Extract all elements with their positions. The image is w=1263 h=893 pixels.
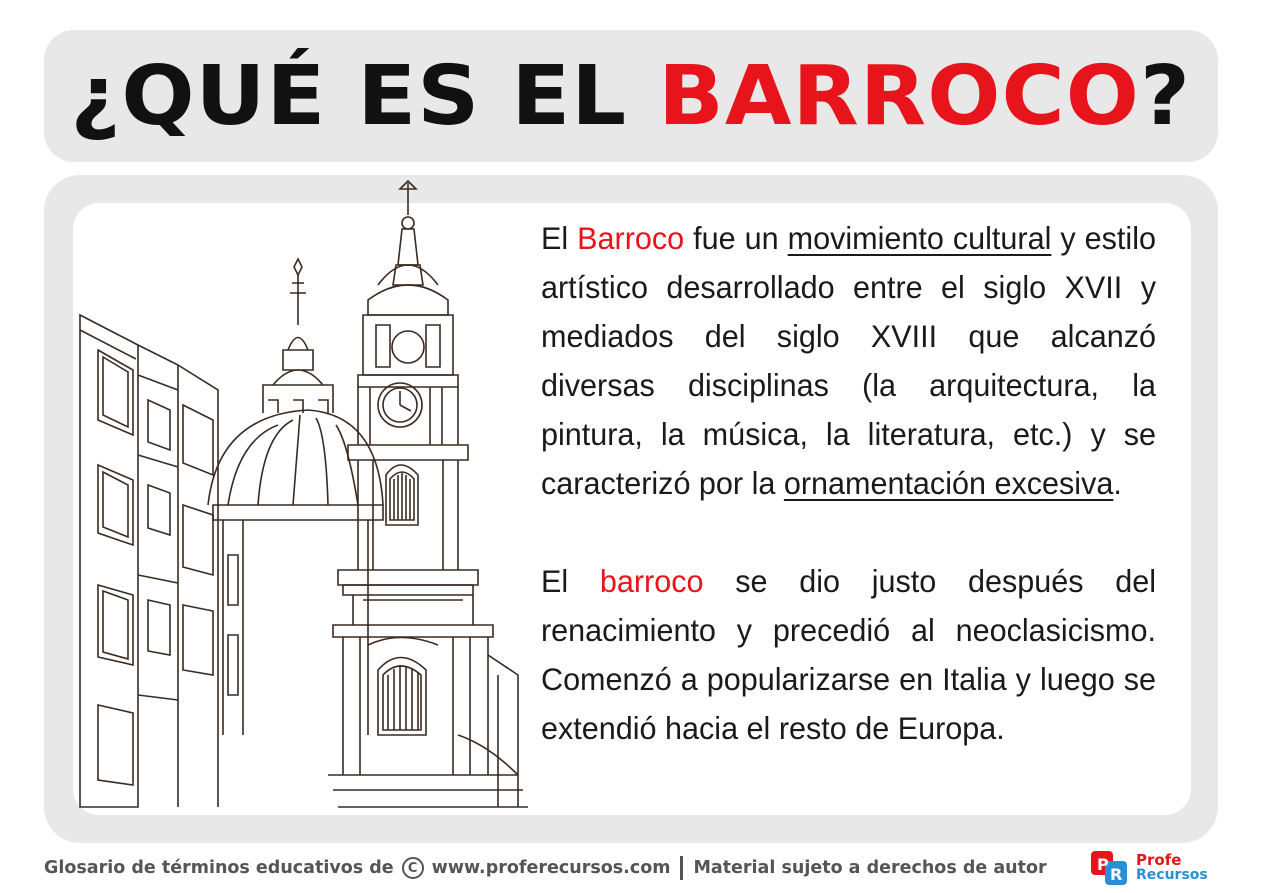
logo-mark-r: R: [1110, 865, 1123, 884]
page-title: [71, 49, 1192, 144]
footer-divider: [680, 856, 683, 880]
p1-text-4: .: [1113, 465, 1122, 501]
copyright-icon: C: [402, 857, 424, 879]
bell-tower: [328, 181, 528, 807]
logo-mark-p: P: [1097, 855, 1109, 874]
profe-recursos-logo-icon: [1090, 850, 1130, 886]
facade-left: [80, 315, 218, 807]
link-movimiento-cultural[interactable]: movimiento cultural: [787, 220, 1052, 256]
paragraph-definition: [541, 214, 1156, 508]
footer-notice: Material sujeto a derechos de autor: [693, 858, 1047, 878]
p2-text-1: El: [541, 563, 600, 599]
p1-term-barroco: Barroco: [577, 220, 685, 256]
p2-text-2: se dio justo después del renacimiento y precedió al neoclasicismo. Comenzó a popularizarse en Italia y luego se extendió hacia el resto de Europa.: [541, 563, 1156, 746]
p1-text-1: El: [541, 220, 578, 256]
title-highlight: BARROCO: [658, 48, 1141, 144]
dome: [208, 259, 383, 735]
link-ornamentacion-excesiva[interactable]: ornamentación excesiva: [783, 465, 1114, 501]
logo-line-1: Profe: [1136, 851, 1182, 869]
p1-text-3: y estilo artístico desarrollado entre el siglo XVII y mediados del siglo XVIII que alcanzó diversas disciplinas (la arquitectura, la pintura, la música, la literatura, etc.) y se caracterizó por la: [541, 220, 1156, 501]
logo-wordmark: [1136, 853, 1208, 883]
paragraph-history: [541, 557, 1156, 753]
title-suffix: ?: [1140, 48, 1192, 144]
baroque-church-illustration: [78, 175, 528, 815]
title-prefix: ¿QUÉ ES EL: [70, 48, 659, 144]
p1-text-2: fue un: [684, 220, 788, 256]
definition-text: [541, 214, 1156, 753]
footer-site-link[interactable]: www.proferecursos.com: [431, 858, 671, 878]
logo-line-2: Recursos: [1136, 867, 1208, 883]
footer-prefix: Glosario de términos educativos de: [44, 858, 394, 878]
footer: [44, 850, 1047, 886]
profe-recursos-logo[interactable]: [1090, 849, 1220, 887]
title-banner: [44, 30, 1218, 162]
p2-term-barroco: barroco: [599, 563, 704, 599]
